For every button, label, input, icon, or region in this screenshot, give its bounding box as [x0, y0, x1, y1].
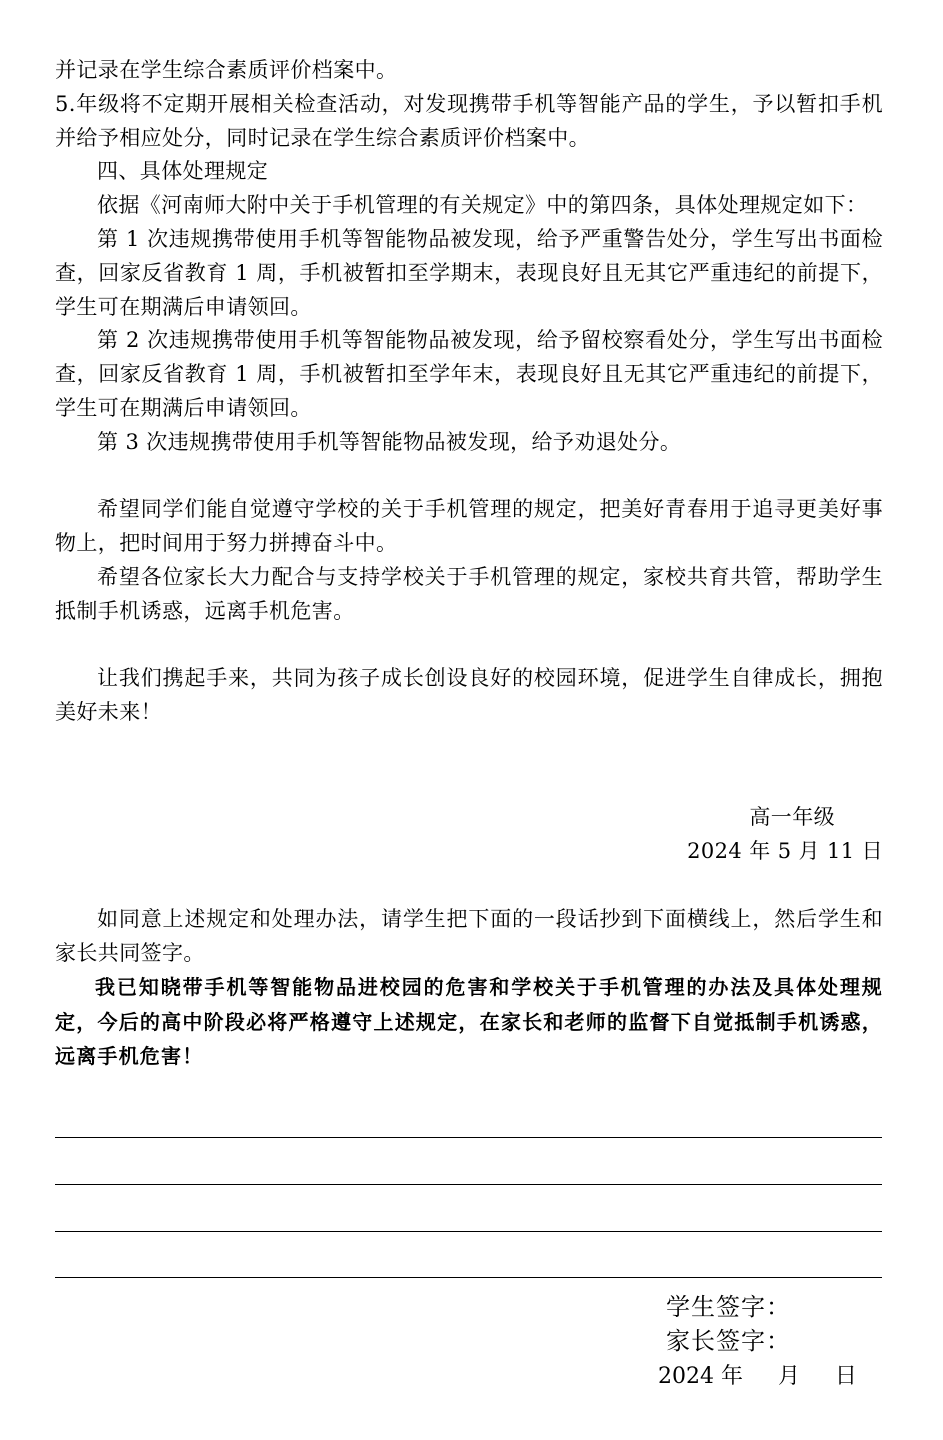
paragraph-spacer — [55, 629, 883, 663]
paragraph-archive-record: 并记录在学生综合素质评价档案中。 — [55, 58, 398, 82]
parent-signature-field[interactable]: 家长签字： — [666, 1327, 791, 1355]
paragraph-first-violation: 第 1 次违规携带使用手机等智能物品被发现，给予严重警告处分，学生写出书面检查，回家反省教育 1 周，手机被暂扣至学期末，表现良好且无其它严重违纪的前提下，学生可在期满后申请领回。 — [55, 226, 883, 319]
paragraph-third-violation: 第 3 次违规携带使用手机等智能物品被发现，给予劝退处分。 — [97, 429, 682, 454]
paragraph-hope-parents: 希望各位家长大力配合与支持学校关于手机管理的规定，家校共育共管，帮助学生抵制手机诱惑，远离手机危害。 — [55, 564, 883, 623]
paragraph-closing: 让我们携起手来，共同为孩子成长创设良好的校园环境，促进学生自律成长，拥抱美好未来！ — [55, 666, 883, 725]
issuer-signoff — [687, 800, 883, 868]
writing-line[interactable] — [55, 1277, 882, 1278]
signature-date-field[interactable]: 2024 年 月 日 — [658, 1364, 857, 1389]
issuer-grade: 高一年级 — [749, 805, 835, 829]
paragraph-basis: 依据《河南师大附中关于手机管理的有关规定》中的第四条，具体处理规定如下： — [97, 193, 868, 218]
instruction-text: 如同意上述规定和处理办法，请学生把下面的一段话抄到下面横线上，然后学生和家长共同签字。 — [55, 907, 883, 965]
issue-date: 2024 年 5 月 11 日 — [687, 839, 883, 863]
paragraph-hope-students: 希望同学们能自觉遵守学校的关于手机管理的规定，把美好青春用于追寻更美好事物上，把时间用于努力拼搏奋斗中。 — [55, 497, 883, 556]
paragraph-inspection-rule: 5.年级将不定期开展相关检查活动，对发现携带手机等智能产品的学生，予以暂扣手机并给予相应处分，同时记录在学生综合素质评价档案中。 — [55, 91, 883, 150]
signature-block — [666, 1290, 791, 1358]
writing-line[interactable] — [55, 1137, 882, 1138]
pledge-statement — [55, 970, 883, 1074]
paragraph-second-violation: 第 2 次违规携带使用手机等智能物品被发现，给予留校察看处分，学生写出书面检查，回家反省教育 1 周，手机被暂扣至学年末，表现良好且无其它严重违纪的前提下，学生可在期满后申请领回。 — [55, 328, 883, 420]
paragraph-spacer — [55, 460, 883, 494]
writing-line[interactable] — [55, 1231, 882, 1232]
student-signature-field[interactable]: 学生签字： — [666, 1293, 791, 1321]
document-body — [55, 54, 883, 730]
pledge-text: 我已知晓带手机等智能物品进校园的危害和学校关于手机管理的办法及具体处理规定，今后的高中阶段必将严格遵守上述规定，在家长和老师的监督下自觉抵制手机诱惑，远离手机危害！ — [55, 975, 883, 1068]
writing-line[interactable] — [55, 1184, 882, 1185]
section-heading-handling-rules: 四、具体处理规定 — [97, 159, 269, 184]
copy-instruction — [55, 902, 883, 970]
